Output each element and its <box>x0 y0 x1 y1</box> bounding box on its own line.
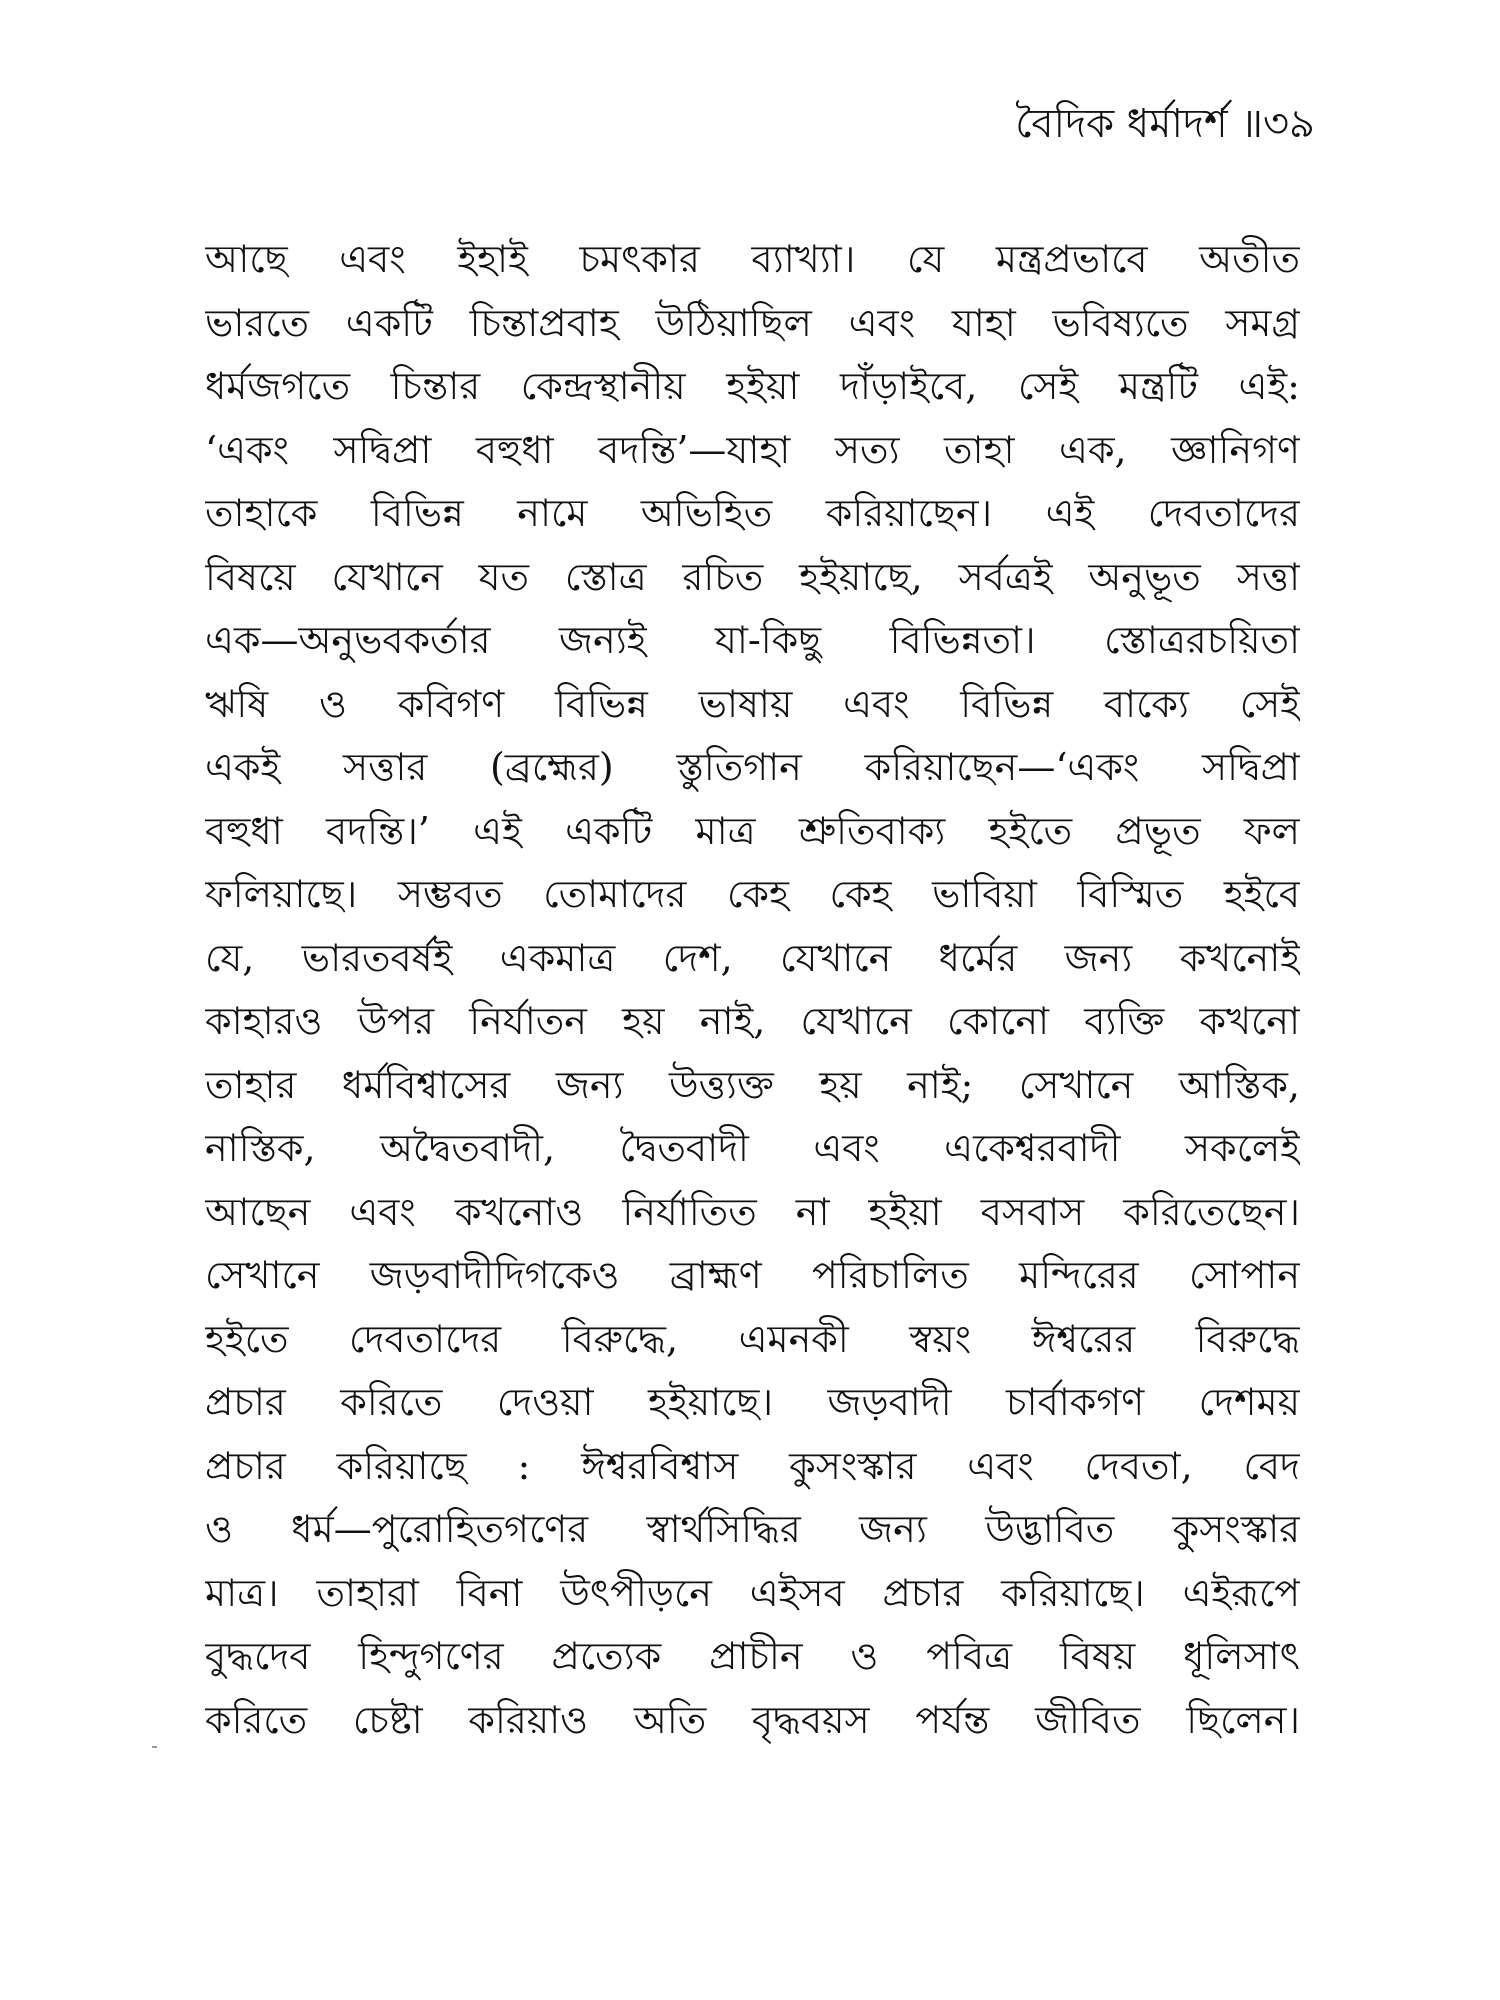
text-line: তাহার ধর্মবিশ্বাসের জন্য উত্ত্যক্ত হয় নাই; সেখানে আস্তিক, <box>205 1062 1300 1107</box>
text-line: ‘একং সদ্বিপ্রা বহুধা বদন্তি’—যাহা সত্য তাহা এক, জ্ঞানিগণ <box>205 427 1300 472</box>
text-line: যে, ভারতবর্ষই একমাত্র দেশ, যেখানে ধর্মের জন্য কখনোই <box>205 935 1300 980</box>
text-line: ফলিয়াছে। সম্ভবত তোমাদের কেহ কেহ ভাবিয়া বিস্মিত হইবে <box>205 872 1300 916</box>
text-line: কাহারও উপর নির্যাতন হয় নাই, যেখানে কোনো ব্যক্তি কখনো <box>205 999 1300 1043</box>
body-text <box>205 228 1300 1752</box>
text-line: নাস্তিক, অদ্বৈতবাদী, দ্বৈতবাদী এবং একেশ্বরবাদী সকলেই <box>205 1126 1300 1170</box>
text-line: বিষয়ে যেখানে যত স্তোত্র রচিত হইয়াছে, সর্বত্রই অনুভূত সত্তা <box>205 554 1300 599</box>
text-line: হইতে দেবতাদের বিরুদ্ধে, এমনকী স্বয়ং ঈশ্বরের বিরুদ্ধে <box>205 1316 1300 1361</box>
text-line: আছেন এবং কখনোও নির্যাতিত না হইয়া বসবাস করিতেছেন। <box>205 1189 1300 1234</box>
text-line: মাত্র। তাহারা বিনা উৎপীড়নে এইসব প্রচার করিয়াছে। এইরূপে <box>205 1570 1300 1615</box>
text-line: তাহাকে বিভিন্ন নামে অভিহিত করিয়াছেন। এই দেবতাদের <box>205 491 1300 535</box>
text-line: ও ধর্ম—পুরোহিতগণের স্বার্থসিদ্ধির জন্য উদ্ভাবিত কুসংস্কার <box>205 1507 1300 1551</box>
text-line: ধর্মজগতে চিন্তার কেন্দ্রস্থানীয় হইয়া দাঁড়াইবে, সেই মন্ত্রটি এই: <box>205 364 1300 408</box>
text-line: সেখানে জড়বাদীদিগকেও ব্রাহ্মণ পরিচালিত মন্দিরের সোপান <box>205 1253 1300 1297</box>
text-line: বুদ্ধদেব হিন্দুগণের প্রত্যেক প্রাচীন ও পবিত্র বিষয় ধূলিসাৎ <box>205 1634 1300 1678</box>
text-line: এক—অনুভবকর্তার জন্যই যা-কিছু বিভিন্নতা। স্তোত্ররচয়িতা <box>205 618 1300 662</box>
text-line: করিতে চেষ্টা করিয়াও অতি বৃদ্ধবয়স পর্যন্ত জীবিত ছিলেন। <box>205 1697 1300 1742</box>
text-line: বহুধা বদন্তি।’ এই একটি মাত্র শ্রুতিবাক্য হইতে প্রভূত ফল <box>205 808 1300 853</box>
text-line: ভারতে একটি চিন্তাপ্রবাহ উঠিয়াছিল এবং যাহা ভবিষ্যতে সমগ্র <box>205 300 1300 345</box>
margin-speck <box>152 1746 157 1748</box>
text-line: প্রচার করিতে দেওয়া হইয়াছে। জড়বাদী চার্বাকগণ দেশময় <box>205 1380 1300 1424</box>
running-header: বৈদিক ধর্মাদর্শ ॥৩৯ <box>1015 101 1315 147</box>
text-line: ঋষি ও কবিগণ বিভিন্ন ভাষায় এবং বিভিন্ন বাক্যে সেই <box>205 681 1300 726</box>
text-line: একই সত্তার (ব্রহ্মের) স্তুতিগান করিয়াছেন—‘একং সদ্বিপ্রা <box>205 745 1300 789</box>
text-line: প্রচার করিয়াছে : ঈশ্বরবিশ্বাস কুসংস্কার এবং দেবতা, বেদ <box>205 1443 1300 1488</box>
text-line: আছে এবং ইহাই চমৎকার ব্যাখ্যা। যে মন্ত্রপ্রভাবে অতীত <box>205 237 1300 281</box>
